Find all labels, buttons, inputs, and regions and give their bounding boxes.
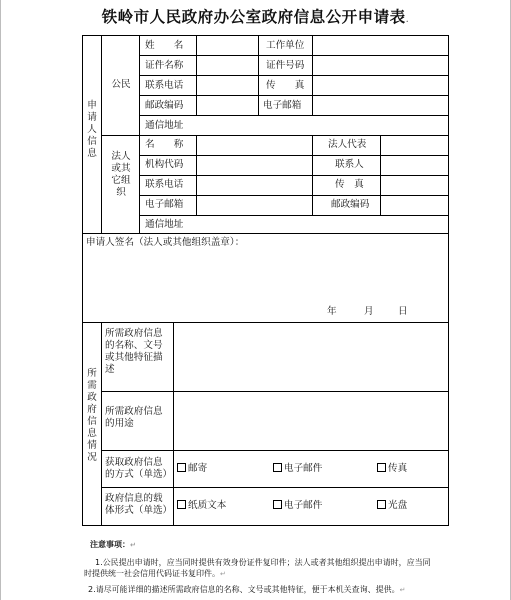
table-rule: [101, 391, 449, 392]
org-fax-label: 传 真: [335, 179, 364, 190]
carrier-option-label: 纸质文本: [188, 500, 227, 511]
page-edge-left: [0, 0, 1, 600]
method-option-mail[interactable]: [177, 463, 207, 475]
signature-month: 月: [364, 306, 374, 317]
org-legal-rep-label: 法人代表: [328, 139, 367, 150]
citizen-email-label: 电子邮箱: [263, 100, 302, 111]
org-group-label: 法人或其它组织: [111, 151, 131, 198]
citizen-name-label: 姓 名: [145, 40, 184, 51]
org-code-label: 机构代码: [145, 159, 184, 170]
carrier-option-label: 光盘: [388, 500, 408, 511]
checkbox-icon: [273, 463, 282, 472]
citizen-fax-label: 传 真: [266, 80, 305, 91]
method-label: 获取政府信息的方式（单选）: [105, 457, 173, 480]
citizen-phone-label: 联系电话: [145, 80, 184, 91]
note-item-1-text: 时提供统一社会信用代码证书复印件。: [84, 569, 220, 578]
table-rule: [82, 233, 449, 234]
paragraph-mark: ↵: [399, 586, 406, 594]
table-rule: [448, 35, 449, 526]
checkbox-icon: [377, 500, 386, 509]
org-phone-label: 联系电话: [145, 179, 184, 190]
checkbox-icon: [177, 463, 186, 472]
table-rule: [82, 35, 83, 526]
table-rule: [101, 450, 449, 451]
table-rule: [139, 75, 449, 76]
table-rule: [101, 35, 102, 233]
needed-purpose-label: 所需政府信息的用途: [105, 406, 163, 429]
org-email-label: 电子邮箱: [145, 199, 184, 210]
carrier-option-label: 电子邮件: [284, 500, 323, 511]
note-item-2-text: 2.请尽可能详细的描述所需政府信息的名称、文号或其他特征，便于本机关查询、提供。: [88, 585, 400, 594]
carrier-option-email[interactable]: [273, 500, 322, 512]
signature-year: 年: [327, 306, 337, 317]
org-postcode-label: 邮政编码: [331, 199, 370, 210]
citizen-group-label: 公民: [111, 79, 131, 90]
table-rule: [139, 155, 449, 156]
table-rule: [101, 487, 449, 488]
note-item-2: [88, 585, 406, 595]
table-rule: [139, 215, 449, 216]
table-rule: [139, 115, 449, 116]
citizen-work-unit-label: 工作单位: [266, 40, 305, 51]
form-title: [0, 5, 511, 27]
table-rule: [82, 35, 449, 36]
table-rule: [82, 525, 449, 526]
citizen-id-number-label: 证件号码: [266, 60, 305, 71]
table-rule: [139, 35, 140, 233]
table-rule: [173, 322, 174, 526]
needed-section-label: 所需政府信息情况: [87, 368, 97, 463]
table-rule: [139, 95, 449, 96]
method-option-email[interactable]: [273, 463, 322, 475]
method-option-label: 邮寄: [188, 463, 208, 474]
table-rule: [101, 322, 102, 526]
citizen-postcode-label: 邮政编码: [145, 100, 184, 111]
note-item-1-line-1: 1.公民提出申请时，应当同时提供有效身份证件复印件；法人或者其他组织提出申请时，应当同: [95, 558, 431, 567]
note-item-1-line-2: [84, 569, 226, 579]
org-address-label: 通信地址: [145, 219, 184, 230]
checkbox-icon: [177, 500, 186, 509]
citizen-id-name-label: 证件名称: [145, 60, 184, 71]
notes-heading-text: 注意事项：: [90, 540, 130, 549]
carrier-label: 政府信息的载体形式（单选）: [105, 493, 173, 516]
carrier-option-disc[interactable]: [377, 500, 407, 512]
method-option-label: 电子邮件: [284, 463, 323, 474]
paragraph-mark: ↵: [220, 570, 226, 578]
table-rule: [82, 322, 449, 323]
signature-day: 日: [398, 306, 408, 317]
org-contact-label: 联系人: [335, 159, 364, 170]
table-rule: [139, 175, 449, 176]
signature-label: 申请人签名（法人或其他组织盖章）：: [86, 237, 245, 248]
carrier-option-paper[interactable]: [177, 500, 226, 512]
citizen-address-label: 通信地址: [145, 120, 184, 131]
checkbox-icon: [273, 500, 282, 509]
paragraph-mark: ↵: [130, 541, 136, 549]
org-name-label: 名 称: [145, 139, 184, 150]
form-title-text: 铁岭市人民政府办公室政府信息公开申请表: [101, 7, 406, 26]
applicant-section-label: 申请人信息: [87, 100, 97, 159]
needed-description-label: 所需政府信息的名称、文号或其他特征描述: [105, 328, 163, 375]
notes-heading: [90, 540, 136, 550]
title-end-mark: .: [405, 14, 410, 25]
method-option-fax[interactable]: [377, 463, 407, 475]
checkbox-icon: [377, 463, 386, 472]
table-rule: [139, 195, 449, 196]
table-rule: [139, 55, 449, 56]
method-option-label: 传真: [388, 463, 408, 474]
table-rule: [101, 135, 449, 136]
